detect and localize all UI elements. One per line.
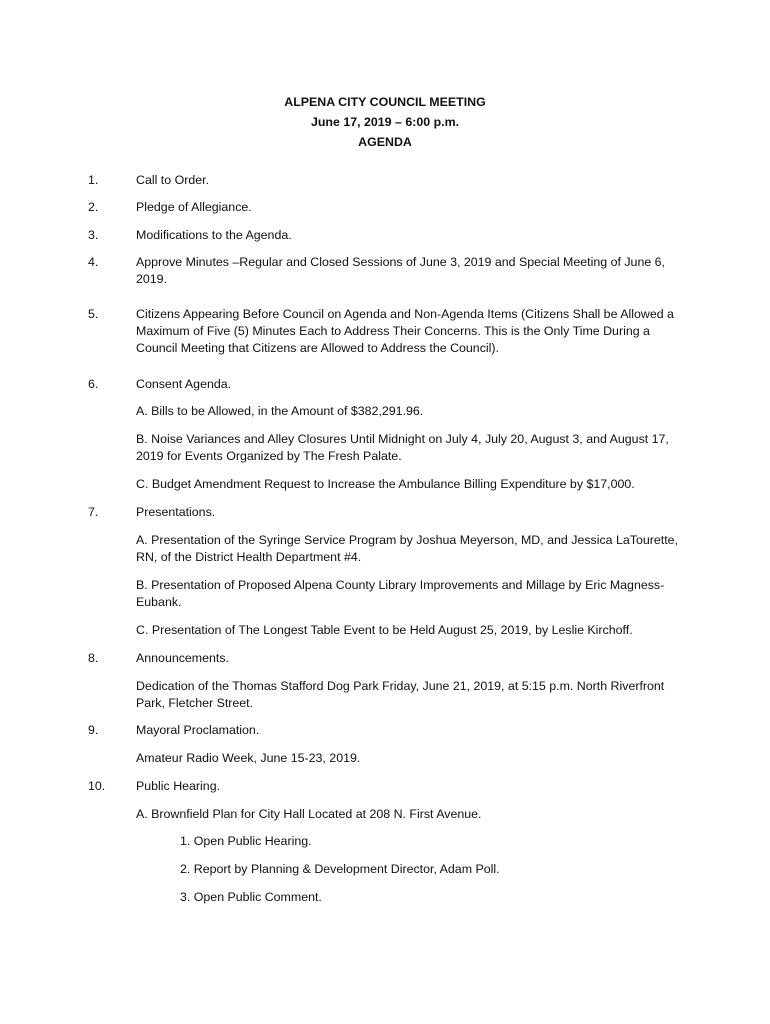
sub-item: B. Noise Variances and Alley Closures Until Midnight on July 4, July 20, August 3, and August 17, 2019 for Events Organized by The Fresh Palate. <box>136 432 669 463</box>
sub-sub-item: 1. Open Public Hearing. <box>180 834 312 848</box>
sub-item: Amateur Radio Week, June 15-23, 2019. <box>136 751 361 765</box>
item-number: 5. <box>88 307 99 321</box>
sub-sub-item: 3. Open Public Comment. <box>180 890 322 904</box>
meeting-date: June 17, 2019 – 6:00 p.m. <box>310 115 460 129</box>
item-text: Public Hearing. <box>136 779 221 793</box>
meeting-title: ALPENA CITY COUNCIL MEETING <box>284 95 486 109</box>
item-text: Announcements. <box>136 651 229 665</box>
agenda-heading: AGENDA <box>358 135 412 149</box>
sub-item: B. Presentation of Proposed Alpena County Library Improvements and Millage by Eric Magness-Eubank. <box>136 578 665 609</box>
sub-sub-item: 2. Report by Planning & Development Director, Adam Poll. <box>180 862 500 876</box>
sub-item: A. Brownfield Plan for City Hall Located at 208 N. First Avenue. <box>136 807 482 821</box>
item-text: Modifications to the Agenda. <box>136 228 292 242</box>
sub-item: C. Presentation of The Longest Table Event to be Held August 25, 2019, by Leslie Kirchoff. <box>136 623 633 637</box>
item-number: 9. <box>88 723 99 737</box>
item-number: 8. <box>88 651 99 665</box>
item-number: 3. <box>88 228 99 242</box>
sub-item: Dedication of the Thomas Stafford Dog Park Friday, June 21, 2019, at 5:15 p.m. North Riverfront Park, Fletcher Street. <box>136 679 665 710</box>
item-text: Approve Minutes –Regular and Closed Sessions of June 3, 2019 and Special Meeting of June 6, 2019. <box>136 255 666 286</box>
sub-item: A. Presentation of the Syringe Service Program by Joshua Meyerson, MD, and Jessica LaTourette, RN, of the District Health Department #4. <box>136 533 679 564</box>
item-number: 4. <box>88 255 99 269</box>
item-number: 7. <box>88 505 99 519</box>
item-text: Consent Agenda. <box>136 377 232 391</box>
sub-item: A. Bills to be Allowed, in the Amount of $382,291.96. <box>136 404 424 418</box>
item-text: Citizens Appearing Before Council on Agenda and Non-Agenda Items (Citizens Shall be Allowed a Maximum of Five (5) Minutes Each to Address Their Concerns. This is the Only Time During a Council Meeting that Citizens are Allowed to Address the Council). <box>136 307 674 355</box>
item-number: 1. <box>88 173 99 187</box>
item-text: Pledge of Allegiance. <box>136 200 252 214</box>
item-number: 10. <box>88 779 106 793</box>
item-text: Call to Order. <box>136 173 209 187</box>
item-number: 2. <box>88 200 99 214</box>
item-text: Mayoral Proclamation. <box>136 723 260 737</box>
sub-item: C. Budget Amendment Request to Increase the Ambulance Billing Expenditure by $17,000. <box>136 477 635 491</box>
item-text: Presentations. <box>136 505 216 519</box>
item-number: 6. <box>88 377 99 391</box>
